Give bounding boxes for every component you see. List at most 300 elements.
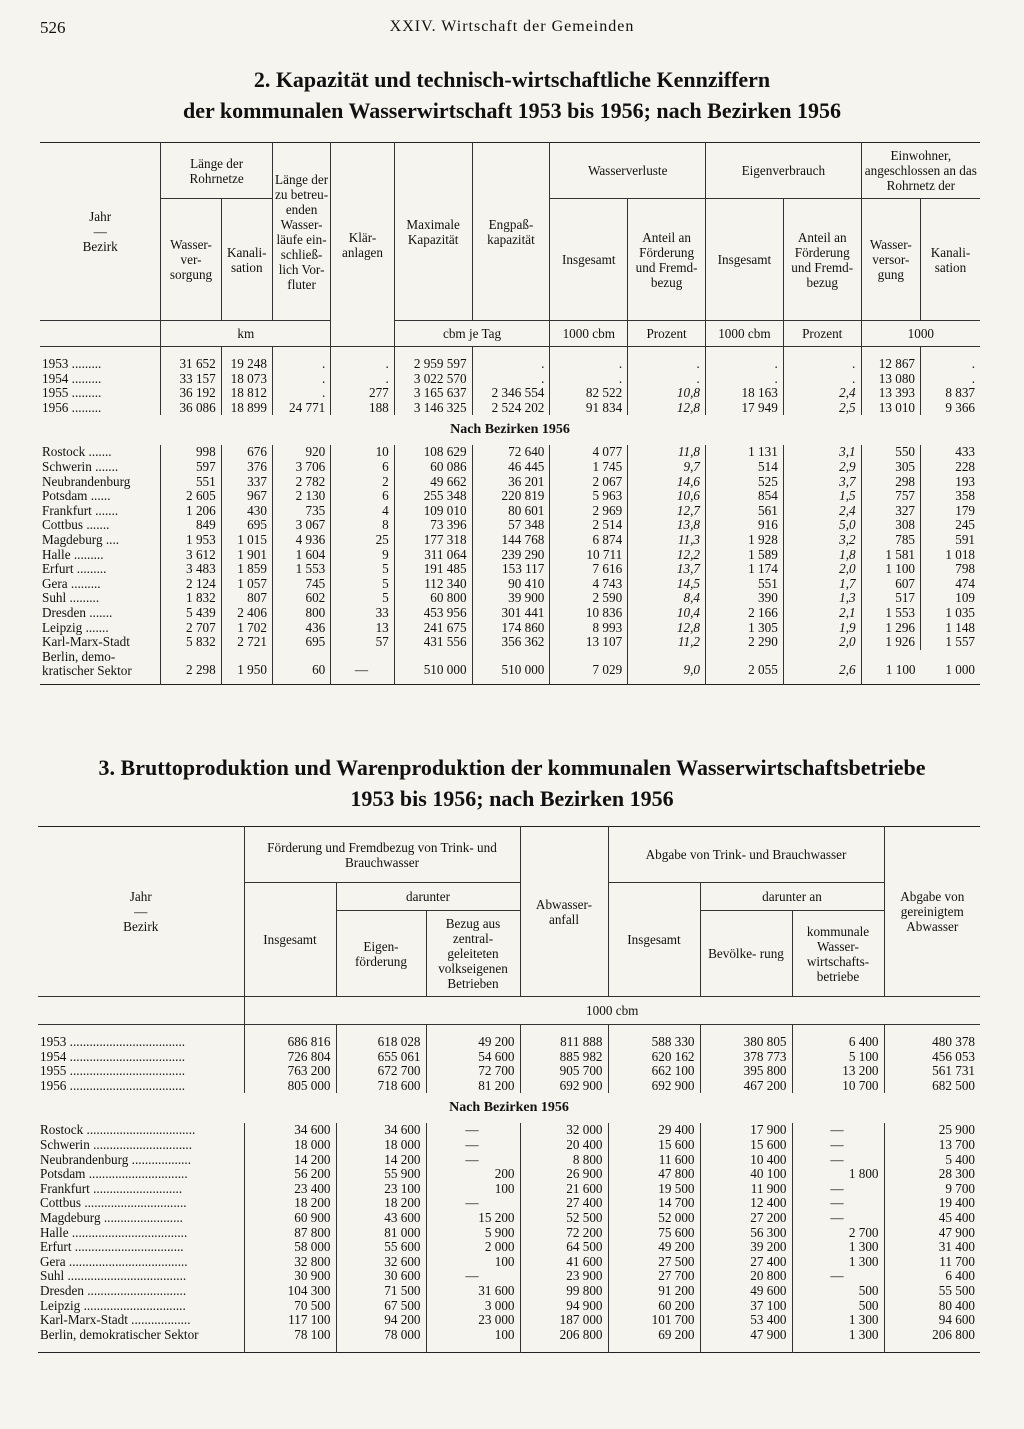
cell: 17 900 xyxy=(700,1123,792,1138)
cell: — xyxy=(426,1269,520,1284)
table-row xyxy=(40,357,980,372)
cell: 27 400 xyxy=(700,1255,792,1270)
row-label: Rostock ................................. xyxy=(40,1123,196,1138)
row-label: Suhl .................................... xyxy=(40,1269,187,1284)
table-row xyxy=(38,1269,980,1284)
cell: 241 675 xyxy=(394,621,472,636)
t2-unit-1000: 1000 xyxy=(861,321,980,347)
t2-unit-wv-prozent: Prozent xyxy=(628,321,706,347)
t3-year-rows xyxy=(38,1025,980,1094)
table-row xyxy=(40,591,980,606)
cell: 757 xyxy=(861,489,920,504)
cell: 6 400 xyxy=(792,1035,884,1050)
cell: 430 xyxy=(221,504,272,519)
cell: 5,0 xyxy=(783,518,861,533)
cell: — xyxy=(792,1269,884,1284)
row-label: Erfurt ......... xyxy=(42,562,107,577)
t3-units-empty xyxy=(38,997,244,1025)
cell: 905 700 xyxy=(520,1064,608,1079)
cell: 100 xyxy=(426,1255,520,1270)
cell: 1,3 xyxy=(783,591,861,606)
cell: 682 500 xyxy=(884,1079,980,1094)
cell: . xyxy=(783,357,861,372)
cell: 436 xyxy=(272,621,330,636)
table-row xyxy=(40,518,980,533)
cell: 69 200 xyxy=(608,1328,700,1343)
t2-berlin-line2: kratischer Sektor xyxy=(42,662,132,678)
t2-h-bezirk: Bezirk xyxy=(82,239,118,254)
cell: 23 100 xyxy=(336,1182,426,1197)
cell: 1 953 xyxy=(161,533,221,548)
cell: 1 296 xyxy=(861,621,920,636)
cell: 25 900 xyxy=(884,1123,980,1138)
row-label: Cottbus ............................... xyxy=(40,1196,187,1211)
cell: 1 035 xyxy=(921,606,981,621)
cell: 34 600 xyxy=(336,1123,426,1138)
cell: 153 117 xyxy=(472,562,550,577)
cell: 2 290 xyxy=(706,635,784,650)
cell: 672 700 xyxy=(336,1064,426,1079)
cell: 2 124 xyxy=(161,577,221,592)
cell: 2 605 xyxy=(161,489,221,504)
table-row xyxy=(38,1167,980,1182)
cell: 2 298 xyxy=(161,650,221,678)
t2-h-ew-wasser: Wasser- versor- gung xyxy=(861,199,920,321)
cell: 3 612 xyxy=(161,548,221,563)
cell: 5 100 xyxy=(792,1050,884,1065)
cell: 52 500 xyxy=(520,1211,608,1226)
cell: 662 100 xyxy=(608,1064,700,1079)
t2-district-rows xyxy=(40,445,980,649)
cell: 602 xyxy=(272,591,330,606)
cell: 916 xyxy=(706,518,784,533)
cell: 9 700 xyxy=(884,1182,980,1197)
cell: 5 xyxy=(331,562,394,577)
cell: 2 406 xyxy=(221,606,272,621)
cell: 4 077 xyxy=(550,445,628,460)
cell: 3 146 325 xyxy=(394,401,472,416)
cell: 18 899 xyxy=(221,401,272,416)
cell: 104 300 xyxy=(244,1284,336,1299)
cell: 5 963 xyxy=(550,489,628,504)
cell: 885 982 xyxy=(520,1050,608,1065)
cell: 78 000 xyxy=(336,1328,426,1343)
cell: 718 600 xyxy=(336,1079,426,1094)
cell: 998 xyxy=(161,445,221,460)
cell: — xyxy=(792,1138,884,1153)
cell: 8,4 xyxy=(628,591,706,606)
cell: . xyxy=(628,372,706,387)
cell: 187 000 xyxy=(520,1313,608,1328)
cell: 1 300 xyxy=(792,1313,884,1328)
table-row xyxy=(40,372,980,387)
cell: 2,4 xyxy=(783,504,861,519)
cell: 3,2 xyxy=(783,533,861,548)
cell: 57 348 xyxy=(472,518,550,533)
cell: 174 860 xyxy=(472,621,550,636)
cell: 726 804 xyxy=(244,1050,336,1065)
cell: 10,4 xyxy=(628,606,706,621)
cell: 13 080 xyxy=(861,372,920,387)
cell: 17 949 xyxy=(706,401,784,416)
cell: 561 731 xyxy=(884,1064,980,1079)
t2-unit-cbm-tag: cbm je Tag xyxy=(394,321,550,347)
cell: 53 400 xyxy=(700,1313,792,1328)
cell: 55 600 xyxy=(336,1240,426,1255)
cell: 431 556 xyxy=(394,635,472,650)
row-label: 1954 ......... xyxy=(42,371,102,386)
t3-h-abwasser: Abwasser- anfall xyxy=(520,827,608,997)
cell: 81 200 xyxy=(426,1079,520,1094)
cell: — xyxy=(792,1182,884,1197)
t2-berlin-line1: Berlin, demo- xyxy=(42,649,116,664)
cell: 655 061 xyxy=(336,1050,426,1065)
cell: 31 600 xyxy=(426,1284,520,1299)
table-row xyxy=(38,1035,980,1050)
cell: 99 800 xyxy=(520,1284,608,1299)
table-row xyxy=(38,1240,980,1255)
cell: 1 206 xyxy=(161,504,221,519)
cell: 3 022 570 xyxy=(394,372,472,387)
cell: 14 200 xyxy=(244,1153,336,1168)
cell: 301 441 xyxy=(472,606,550,621)
cell: 47 900 xyxy=(884,1226,980,1241)
cell: 36 201 xyxy=(472,475,550,490)
cell: 2 067 xyxy=(550,475,628,490)
t2-h-engpass: Engpaß- kapazität xyxy=(472,143,550,321)
cell: 798 xyxy=(921,562,981,577)
cell: 9,0 xyxy=(628,650,706,678)
t2-unit-wv-1000cbm: 1000 cbm xyxy=(550,321,628,347)
cell: 378 773 xyxy=(700,1050,792,1065)
cell: 23 900 xyxy=(520,1269,608,1284)
table-row xyxy=(38,1328,980,1343)
cell: 18 000 xyxy=(244,1138,336,1153)
cell: 94 600 xyxy=(884,1313,980,1328)
cell: 245 xyxy=(921,518,981,533)
cell: 1 057 xyxy=(221,577,272,592)
cell: 255 348 xyxy=(394,489,472,504)
cell: . xyxy=(272,357,330,372)
cell: 54 600 xyxy=(426,1050,520,1065)
cell: 220 819 xyxy=(472,489,550,504)
row-label: Schwerin .............................. xyxy=(40,1137,193,1152)
cell: 551 xyxy=(161,475,221,490)
t2-h-dash: — xyxy=(93,224,107,239)
cell: 11,2 xyxy=(628,635,706,650)
cell: . xyxy=(331,372,394,387)
cell: 91 200 xyxy=(608,1284,700,1299)
cell: 11 600 xyxy=(608,1153,700,1168)
cell: 311 064 xyxy=(394,548,472,563)
cell: 18 200 xyxy=(244,1196,336,1211)
cell: 26 900 xyxy=(520,1167,608,1182)
cell: 1 928 xyxy=(706,533,784,548)
row-label: 1953 ......... xyxy=(42,357,102,371)
cell: 2 166 xyxy=(706,606,784,621)
cell: 14 700 xyxy=(608,1196,700,1211)
cell: 854 xyxy=(706,489,784,504)
cell: 206 800 xyxy=(520,1328,608,1343)
cell: 24 771 xyxy=(272,401,330,416)
t3-h-abgabe-insgesamt: Insgesamt xyxy=(608,883,700,997)
cell: 14 200 xyxy=(336,1153,426,1168)
cell: 2 055 xyxy=(706,650,784,678)
cell: 60 200 xyxy=(608,1299,700,1314)
cell: 2 130 xyxy=(272,489,330,504)
cell: 1,7 xyxy=(783,577,861,592)
cell: 46 445 xyxy=(472,460,550,475)
row-label: Magdeburg .... xyxy=(42,532,120,547)
cell: 12,7 xyxy=(628,504,706,519)
cell: 480 378 xyxy=(884,1035,980,1050)
cell: 1 131 xyxy=(706,445,784,460)
t3-section xyxy=(38,1093,980,1123)
cell: 2 959 597 xyxy=(394,357,472,372)
cell: 60 800 xyxy=(394,591,472,606)
cell: 11 700 xyxy=(884,1255,980,1270)
cell: 2,0 xyxy=(783,635,861,650)
cell: 1 553 xyxy=(861,606,920,621)
cell: 1 581 xyxy=(861,548,920,563)
cell: 21 600 xyxy=(520,1182,608,1197)
cell: 510 000 xyxy=(394,650,472,678)
cell: 193 xyxy=(921,475,981,490)
table-row xyxy=(38,1226,980,1241)
t2-h-max-kapazitaet: Maximale Kapazität xyxy=(394,143,472,321)
cell: 561 xyxy=(706,504,784,519)
cell: 36 086 xyxy=(161,401,221,416)
t2-h-einwohner: Einwohner, angeschlossen an das Rohrnetz der xyxy=(861,143,980,199)
cell: 500 xyxy=(792,1284,884,1299)
cell: 2 346 554 xyxy=(472,386,550,401)
t2-h-ev-insgesamt: Insgesamt xyxy=(706,199,784,321)
cell: . xyxy=(921,372,981,387)
table-row xyxy=(38,1255,980,1270)
cell: 695 xyxy=(272,635,330,650)
cell: 5 400 xyxy=(884,1153,980,1168)
cell: 108 629 xyxy=(394,445,472,460)
cell: 1 300 xyxy=(792,1328,884,1343)
cell: 8 837 xyxy=(921,386,981,401)
cell: 52 000 xyxy=(608,1211,700,1226)
cell: 27 500 xyxy=(608,1255,700,1270)
cell: 6 400 xyxy=(884,1269,980,1284)
cell: 2 721 xyxy=(221,635,272,650)
cell: 327 xyxy=(861,504,920,519)
cell: 177 318 xyxy=(394,533,472,548)
table-row xyxy=(40,504,980,519)
t2-h-ew-kanal: Kanali- sation xyxy=(921,199,981,321)
table-row xyxy=(38,1211,980,1226)
cell: 33 xyxy=(331,606,394,621)
cell: 56 300 xyxy=(700,1226,792,1241)
row-label: Frankfurt ....... xyxy=(42,503,119,518)
cell: 25 xyxy=(331,533,394,548)
cell: — xyxy=(331,650,394,678)
cell: 45 400 xyxy=(884,1211,980,1226)
cell: 453 956 xyxy=(394,606,472,621)
cell: 47 900 xyxy=(700,1328,792,1343)
t2-units-empty xyxy=(40,321,161,347)
cell: 800 xyxy=(272,606,330,621)
cell: 15 600 xyxy=(700,1138,792,1153)
cell: 19 400 xyxy=(884,1196,980,1211)
cell: 305 xyxy=(861,460,920,475)
cell: 179 xyxy=(921,504,981,519)
cell: 785 xyxy=(861,533,920,548)
table-row xyxy=(40,475,980,490)
cell: 10,8 xyxy=(628,386,706,401)
t2-berlin-label xyxy=(40,650,161,678)
table-row xyxy=(38,1299,980,1314)
cell: 72 640 xyxy=(472,445,550,460)
cell: 607 xyxy=(861,577,920,592)
cell: 13,8 xyxy=(628,518,706,533)
row-label: Halle ................................... xyxy=(40,1225,188,1240)
cell: 30 900 xyxy=(244,1269,336,1284)
cell: . xyxy=(706,357,784,372)
cell: 49 200 xyxy=(426,1035,520,1050)
cell: — xyxy=(792,1123,884,1138)
cell: 80 400 xyxy=(884,1299,980,1314)
cell: 3 483 xyxy=(161,562,221,577)
row-label: 1956 ................................... xyxy=(40,1078,186,1093)
table-row xyxy=(40,533,980,548)
t2-h-ev-anteil: Anteil an Förderung und Fremd- bezug xyxy=(783,199,861,321)
cell: 692 900 xyxy=(608,1079,700,1094)
cell: 695 xyxy=(221,518,272,533)
t2-unit-ev-prozent: Prozent xyxy=(783,321,861,347)
table-row xyxy=(38,1064,980,1079)
cell: 2 969 xyxy=(550,504,628,519)
cell: 2,6 xyxy=(783,650,861,678)
row-label: Gera .................................... xyxy=(40,1254,188,1269)
cell: 588 330 xyxy=(608,1035,700,1050)
cell: 308 xyxy=(861,518,920,533)
cell: 510 000 xyxy=(472,650,550,678)
cell: 356 362 xyxy=(472,635,550,650)
row-label: Frankfurt ........................... xyxy=(40,1181,183,1196)
cell: 1,8 xyxy=(783,548,861,563)
cell: 27 700 xyxy=(608,1269,700,1284)
cell: 11,8 xyxy=(628,445,706,460)
cell: 40 100 xyxy=(700,1167,792,1182)
cell: 14,6 xyxy=(628,475,706,490)
row-label: 1954 ................................... xyxy=(40,1049,186,1064)
cell: 1 926 xyxy=(861,635,920,650)
cell: 1 015 xyxy=(221,533,272,548)
cell: 1 589 xyxy=(706,548,784,563)
cell: 14,5 xyxy=(628,577,706,592)
cell: 27 200 xyxy=(700,1211,792,1226)
cell: 144 768 xyxy=(472,533,550,548)
cell: 525 xyxy=(706,475,784,490)
cell: 1,5 xyxy=(783,489,861,504)
cell: 27 400 xyxy=(520,1196,608,1211)
cell: . xyxy=(331,357,394,372)
cell: 456 053 xyxy=(884,1050,980,1065)
cell: 12,2 xyxy=(628,548,706,563)
cell: 10,6 xyxy=(628,489,706,504)
cell: 3,7 xyxy=(783,475,861,490)
cell: 967 xyxy=(221,489,272,504)
cell: 191 485 xyxy=(394,562,472,577)
cell: 277 xyxy=(331,386,394,401)
cell: 32 800 xyxy=(244,1255,336,1270)
cell: 376 xyxy=(221,460,272,475)
cell: 10 xyxy=(331,445,394,460)
cell: 2 524 202 xyxy=(472,401,550,416)
cell: 3 165 637 xyxy=(394,386,472,401)
cell: 12 867 xyxy=(861,357,920,372)
cell: 337 xyxy=(221,475,272,490)
cell: 597 xyxy=(161,460,221,475)
table-row xyxy=(38,1182,980,1197)
t3-section-bezirke: Nach Bezirken 1956 xyxy=(449,1100,569,1116)
cell: 117 100 xyxy=(244,1313,336,1328)
cell: 13 010 xyxy=(861,401,920,416)
cell: 81 000 xyxy=(336,1226,426,1241)
cell: 43 600 xyxy=(336,1211,426,1226)
page-number: 526 xyxy=(40,18,66,37)
cell: 200 xyxy=(426,1167,520,1182)
cell: 13 xyxy=(331,621,394,636)
cell: 100 xyxy=(426,1182,520,1197)
cell: 30 600 xyxy=(336,1269,426,1284)
row-label: Gera ......... xyxy=(42,576,101,591)
t3-h-dash: — xyxy=(134,904,148,919)
cell: 228 xyxy=(921,460,981,475)
cell: 517 xyxy=(861,591,920,606)
t2-h-eigenverbrauch: Eigenverbrauch xyxy=(706,143,862,199)
t2-unit-ev-1000cbm: 1000 cbm xyxy=(706,321,784,347)
cell: 32 000 xyxy=(520,1123,608,1138)
table-row xyxy=(40,650,980,678)
cell: 31 652 xyxy=(161,357,221,372)
t3-h-bezug: Bezug aus zentral- geleiteten volkseigenen Betrieben xyxy=(426,911,520,997)
t2-h-wv-anteil: Anteil an Förderung und Fremd- bezug xyxy=(628,199,706,321)
cell: 20 400 xyxy=(520,1138,608,1153)
cell: 94 900 xyxy=(520,1299,608,1314)
cell: . xyxy=(706,372,784,387)
cell: 1 702 xyxy=(221,621,272,636)
cell: 1 174 xyxy=(706,562,784,577)
cell: 13 700 xyxy=(884,1138,980,1153)
row-label: Suhl ......... xyxy=(42,591,100,606)
cell: 1 832 xyxy=(161,591,221,606)
cell: 298 xyxy=(861,475,920,490)
cell: 12 400 xyxy=(700,1196,792,1211)
cell: 49 200 xyxy=(608,1240,700,1255)
cell: 109 010 xyxy=(394,504,472,519)
row-label: Magdeburg ........................ xyxy=(40,1210,183,1225)
cell: 11,3 xyxy=(628,533,706,548)
cell: 849 xyxy=(161,518,221,533)
cell: . xyxy=(472,357,550,372)
cell: 56 200 xyxy=(244,1167,336,1182)
cell: 3 706 xyxy=(272,460,330,475)
cell: 395 800 xyxy=(700,1064,792,1079)
t2-year-rows xyxy=(40,347,980,416)
cell: 1 305 xyxy=(706,621,784,636)
cell: 2 590 xyxy=(550,591,628,606)
cell: . xyxy=(272,386,330,401)
cell: 2,9 xyxy=(783,460,861,475)
cell: 811 888 xyxy=(520,1035,608,1050)
cell: 18 073 xyxy=(221,372,272,387)
cell: 39 900 xyxy=(472,591,550,606)
